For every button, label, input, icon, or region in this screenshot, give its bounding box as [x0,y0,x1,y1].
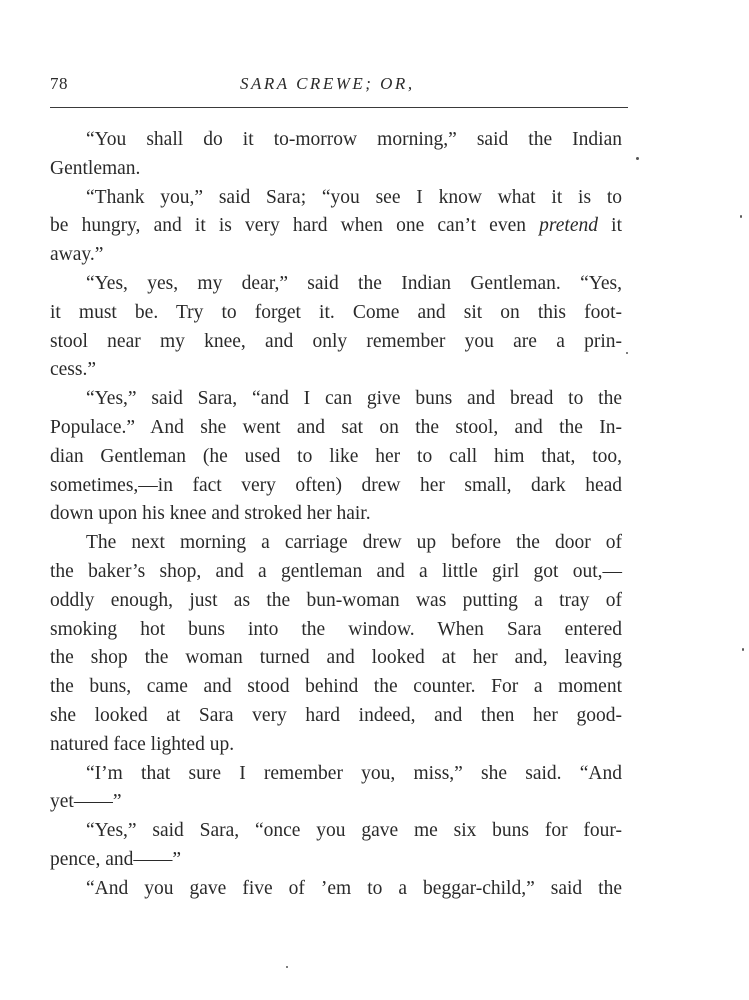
text-line: smoking hot buns into the window. When Sara entered [50,618,622,640]
scan-speck [286,966,288,968]
header-rule [50,107,628,108]
text-line: Populace.” And she went and sat on the stool, and the In- [50,416,622,438]
text-line: Gentleman. [50,157,141,179]
text-line: the buns, came and stood behind the counter. For a moment [50,676,622,698]
text-line: oddly enough, just as the bun-woman was putting a tray of [50,589,622,611]
text-line: natured face lighted up. [50,733,235,755]
text-line: cess.” [50,359,97,381]
text-line: “I’m that sure I remember you, miss,” she said. “And [86,762,622,784]
text-line: “And you gave five of ’em to a beggar-child,” said the [86,877,622,899]
text-line: she looked at Sara very hard indeed, and then her good- [50,704,622,726]
text-line: yet——” [50,791,122,813]
text-line: “Yes,” said Sara, “and I can give buns and bread to the [86,388,622,410]
text-line: “You shall do it to-morrow morning,” said the Indian [86,129,622,150]
scan-speck [740,215,742,218]
text-line: it must be. Try to forget it. Come and sit on this foot- [50,301,622,323]
text-line: “Thank you,” said Sara; “you see I know what it is to [86,186,622,208]
text-line: away.” [50,244,104,266]
text-line: The next morning a carriage drew up before the door of [86,532,622,554]
text-line: sometimes,—in fact very often) drew her small, dark head [50,474,622,496]
text-line: “Yes, yes, my dear,” said the Indian Gentleman. “Yes, [86,272,622,294]
text-line: the baker’s shop, and a gentleman and a little girl got out,— [50,560,622,582]
running-title: SARA CREWE; OR, [240,74,415,93]
body-text [50,126,622,904]
scan-speck [742,648,744,651]
text-line: dian Gentleman (he used to like her to call him that, too, [50,445,622,467]
emphasized-word: pretend [539,215,598,237]
scan-speck [626,352,628,354]
text-line: stool near my knee, and only remember you are a prin- [50,330,622,352]
page-number: 78 [50,74,68,93]
text-line: pence, and——” [50,848,182,870]
scan-speck [636,157,639,160]
text-line: be hungry, and it is very hard when one can’t even pretend it [50,215,622,237]
text-line: down upon his knee and stroked her hair. [50,503,371,525]
text-line: “Yes,” said Sara, “once you gave me six buns for four- [86,820,622,842]
text-line: the shop the woman turned and looked at her and, leaving [50,647,622,669]
page-header [50,72,630,108]
